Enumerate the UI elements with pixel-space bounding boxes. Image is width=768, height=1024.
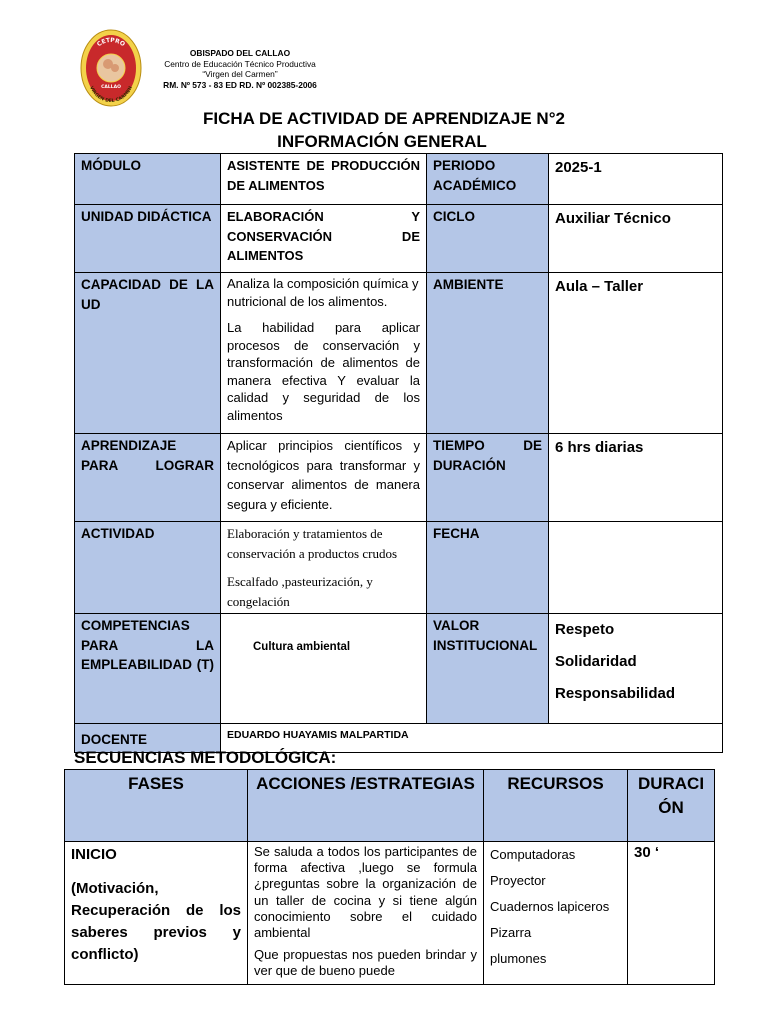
recurso-item: Cuadernos lapiceros (490, 899, 610, 914)
aprendizaje-value: Aplicar principios científicos y tecnológicos para transformar y conservar alimentos de manera segura y eficiente. (221, 434, 427, 522)
header-acciones: ACCIONES /ESTRATEGIAS (248, 770, 484, 842)
row-aprendizaje (75, 434, 723, 522)
recursos-cell (484, 842, 628, 985)
actividad-value (221, 522, 427, 614)
row-modulo (75, 154, 723, 205)
document-subtitle: INFORMACIÓN GENERAL (277, 132, 487, 151)
duracion-value: 30 ‘ (628, 842, 715, 985)
logo-text-mid: CALLAO (101, 85, 121, 90)
row-actividad (75, 522, 723, 614)
acciones-cell (248, 842, 484, 985)
periodo-label: PERIODO ACADÉMICO (427, 154, 549, 205)
header-fases: FASES (65, 770, 248, 842)
actividad-text-1: Elaboración y tratamientos de conservación a productos crudos (227, 526, 398, 561)
competencias-value: Cultura ambiental (221, 614, 427, 724)
logo-text-bottom: VIRGEN DEL CARMEN (88, 85, 134, 105)
recurso-item: plumones (490, 951, 547, 966)
competencias-label: COMPETENCIAS PARA LA EMPLEABILIDAD (T) (75, 614, 221, 724)
valores-list (549, 614, 723, 724)
modulo-label: MÓDULO (75, 154, 221, 205)
institution-header (150, 48, 330, 90)
capacidad-label: CAPACIDAD DE LA UD (75, 273, 221, 434)
secuencias-table (64, 769, 715, 985)
fase-title: INICIO (71, 846, 117, 863)
capacidad-value (221, 273, 427, 434)
actividad-text-2: Escalfado ,pasteurización, y congelación (227, 574, 373, 609)
docente-label: DOCENTE (75, 724, 221, 753)
valor-item: Respeto (555, 621, 615, 638)
row-capacidad (75, 273, 723, 434)
secuencias-title: SECUENCIAS METODOLÓGICA: (74, 748, 337, 767)
aprendizaje-label: APRENDIZAJE PARA LOGRAR (75, 434, 221, 522)
header-line-2: Centro de Educación Técnico Productiva (164, 58, 316, 69)
header-recursos: RECURSOS (484, 770, 628, 842)
acciones-text-2: Que propuestas nos pueden brindar y ver que de bueno puede (254, 947, 477, 979)
actividad-label: ACTIVIDAD (75, 522, 221, 614)
cetpro-logo (80, 28, 142, 108)
document-title: FICHA DE ACTIVIDAD DE APRENDIZAJE N°2 (203, 109, 565, 128)
recurso-item: Pizarra (490, 925, 532, 940)
tiempo-label: TIEMPO DE DURACIÓN (427, 434, 549, 522)
header-duracion: DURACIÓN (628, 770, 715, 842)
valor-label: VALOR INSTITUCIONAL (427, 614, 549, 724)
header-line-4: RM. Nº 573 - 83 ED RD. Nº 002385-2006 (163, 79, 317, 90)
docente-value: EDUARDO HUAYAMIS MALPARTIDA (221, 724, 723, 753)
capacidad-text-1: Analiza la composición química y nutricional de los alimentos. (227, 276, 419, 309)
modulo-value: ASISTENTE DE PRODUCCIÓN DE ALIMENTOS (221, 154, 427, 205)
row-competencias (75, 614, 723, 724)
capacidad-text-2: La habilidad para aplicar procesos de conservación y transformación de alimentos de manera efectiva Y evaluar la calidad y seguridad de los alimentos (227, 320, 420, 423)
periodo-value: 2025-1 (549, 154, 723, 205)
valor-item: Solidaridad (555, 653, 637, 670)
secuencias-row-inicio (65, 842, 715, 985)
ciclo-value: Auxiliar Técnico (549, 205, 723, 273)
fase-cell (65, 842, 248, 985)
unidad-label: UNIDAD DIDÁCTICA (75, 205, 221, 273)
general-info-table (74, 153, 723, 753)
recurso-item: Computadoras (490, 847, 576, 862)
ambiente-value: Aula – Taller (549, 273, 723, 434)
ambiente-label: AMBIENTE (427, 273, 549, 434)
valor-item: Responsabilidad (555, 685, 676, 702)
tiempo-value: 6 hrs diarias (549, 434, 723, 522)
fecha-label: FECHA (427, 522, 549, 614)
logo-text-top: CETPRO (95, 36, 127, 49)
header-line-1: OBISPADO DEL CALLAO (189, 48, 291, 58)
row-unidad (75, 205, 723, 273)
ciclo-label: CICLO (427, 205, 549, 273)
secuencias-header-row (65, 770, 715, 842)
acciones-text-1: Se saluda a todos los participantes de forma afectiva ,luego se formula ¿preguntas sobre la organización de un taller de cocina y si tiene algún conocimiento sobre el cuidado ambiental (254, 844, 477, 941)
header-line-3: “Virgen del Carmen” (202, 69, 278, 79)
fecha-value (549, 522, 723, 614)
recurso-item: Proyector (490, 873, 546, 888)
fase-detail: (Motivación, Recuperación de los saberes previos y conflicto) (71, 880, 241, 963)
unidad-value: ELABORACIÓN Y CONSERVACIÓN DE ALIMENTOS (221, 205, 427, 273)
